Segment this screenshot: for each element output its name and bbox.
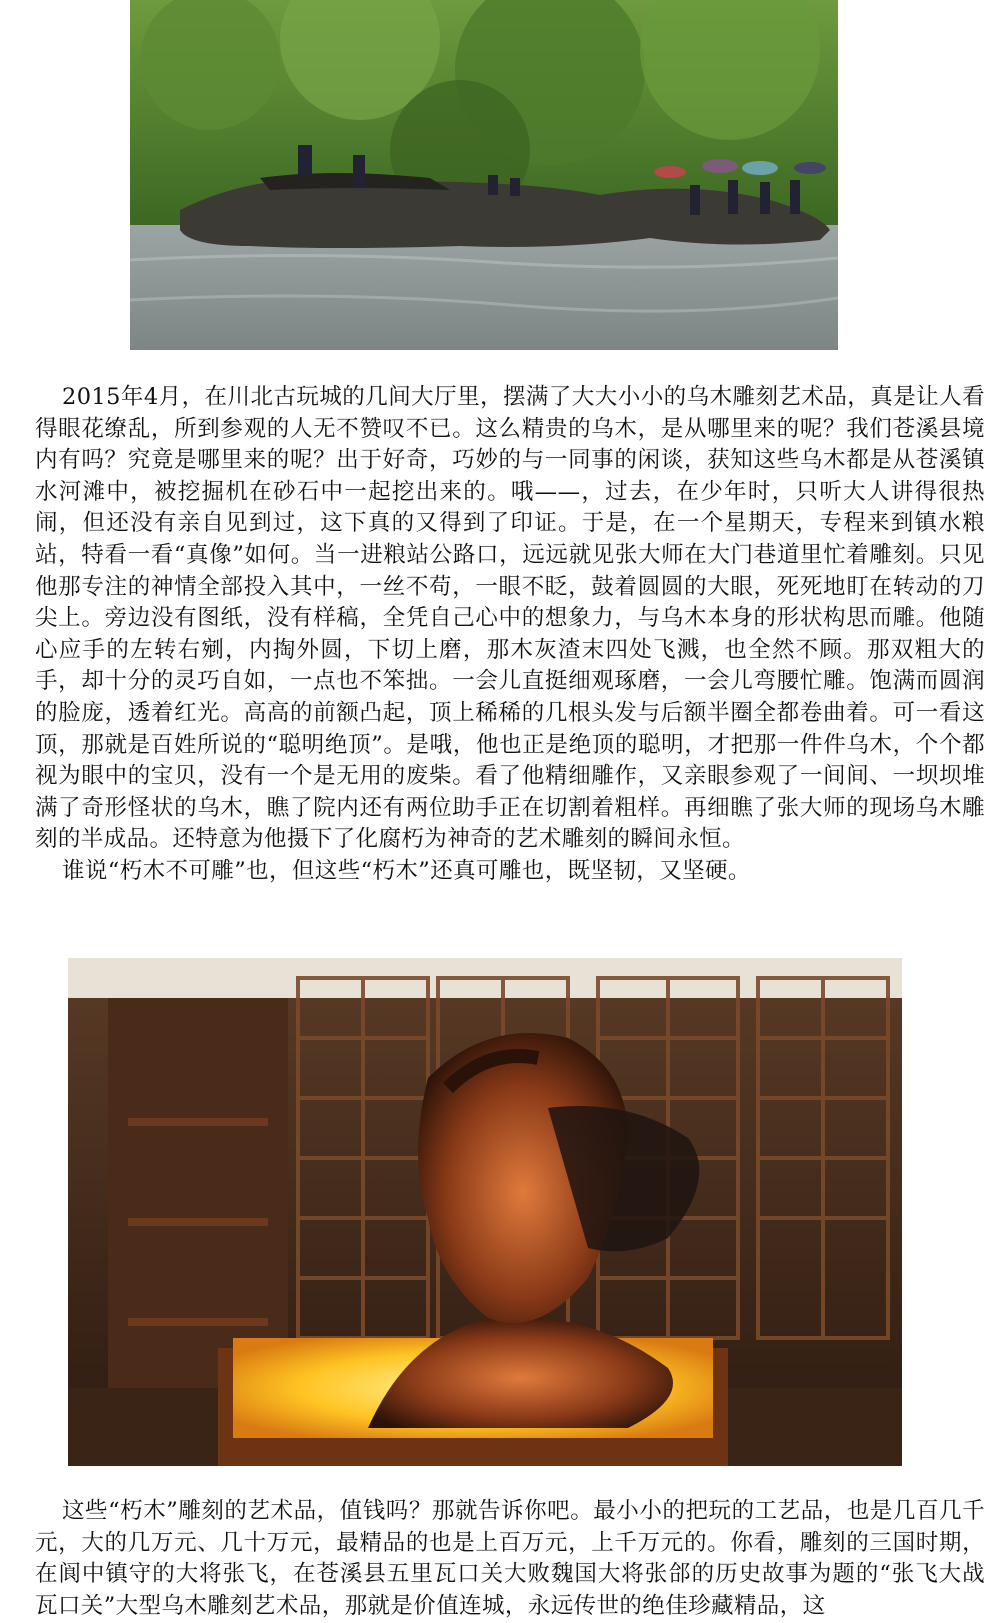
paragraph-quote: 谁说“朽木不可雕”也，但这些“朽木”还真可雕也，既坚韧，又坚硬。 — [62, 857, 751, 884]
ebony-carving-exhibit-photo — [68, 958, 902, 1466]
paragraph-main: 2015年4月，在川北古玩城的几间大厅里，摆满了大大小小的乌木雕刻艺术品，真是让人看得眼花缭乱，所到参观的人无不赞叹不已。这么精贵的乌木，是从哪里来的呢？我们苍溪县境内有吗？究竟是哪里来的呢？出于好奇，巧妙的与一同事的闲谈，获知这些乌木都是从苍溪镇水河滩中，被挖掘机在砂石中一起挖出来的。哦——，过去，在少年时，只听大人讲得很热闹，但还没有亲自见到过，这下真的又得到了印证。于是，在一个星期天，专程来到镇水粮站，特看一看“真像”如何。当一进粮站公路口，远远就见张大师在大门巷道里忙着雕刻。只见他那专注的神情全部投入其中，一丝不苟，一眼不眨，鼓着圆圆的大眼，死死地盯在转动的刀尖上。旁边没有图纸，没有样稿，全凭自己心中的想象力，与乌木本身的形状构思而雕。他随心应手的左转右剜，内掏外圆，下切上磨，那木灰渣末四处飞溅，也全然不顾。那双粗大的手，却十分的灵巧自如，一点也不笨拙。一会儿直挺细观琢磨，一会儿弯腰忙雕。饱满而圆润的脸庞，透着红光。高高的前额凸起，顶上稀稀的几根头发与后额半圈全都卷曲着。可一看这顶，那就是百姓所说的“聪明绝顶”。是哦，他也正是绝顶的聪明，才把那一件件乌木，个个都视为眼中的宝贝，没有一个是无用的废柴。看了他精细雕作，又亲眼参观了一间间、一坝坝堆满了奇形怪状的乌木，瞧了院内还有两位助手正在切割着粗样。再细瞧了张大师的现场乌木雕刻的半成品。还特意为他摄下了化腐朽为神奇的艺术雕刻的瞬间永恒。 — [35, 384, 985, 853]
paragraph-value: 这些“朽木”雕刻的艺术品，值钱吗？那就告诉你吧。最小小的把玩的工艺品，也是几百几千元，大的几万元、几十万元，最精品的也是上百万元，上千万元的。你看，雕刻的三国时期，在阆中镇守的大将张飞，在苍溪县五里瓦口关大败魏国大将张郃的历史故事为题的“张飞大战瓦口关”大型乌木雕刻艺术品，那就是价值连城，永远传世的绝佳珍藏精品，这 — [35, 1498, 985, 1619]
article-lower-text — [35, 1496, 985, 1622]
article-upper-text — [35, 382, 985, 888]
river-ebony-log-photo — [130, 0, 838, 350]
